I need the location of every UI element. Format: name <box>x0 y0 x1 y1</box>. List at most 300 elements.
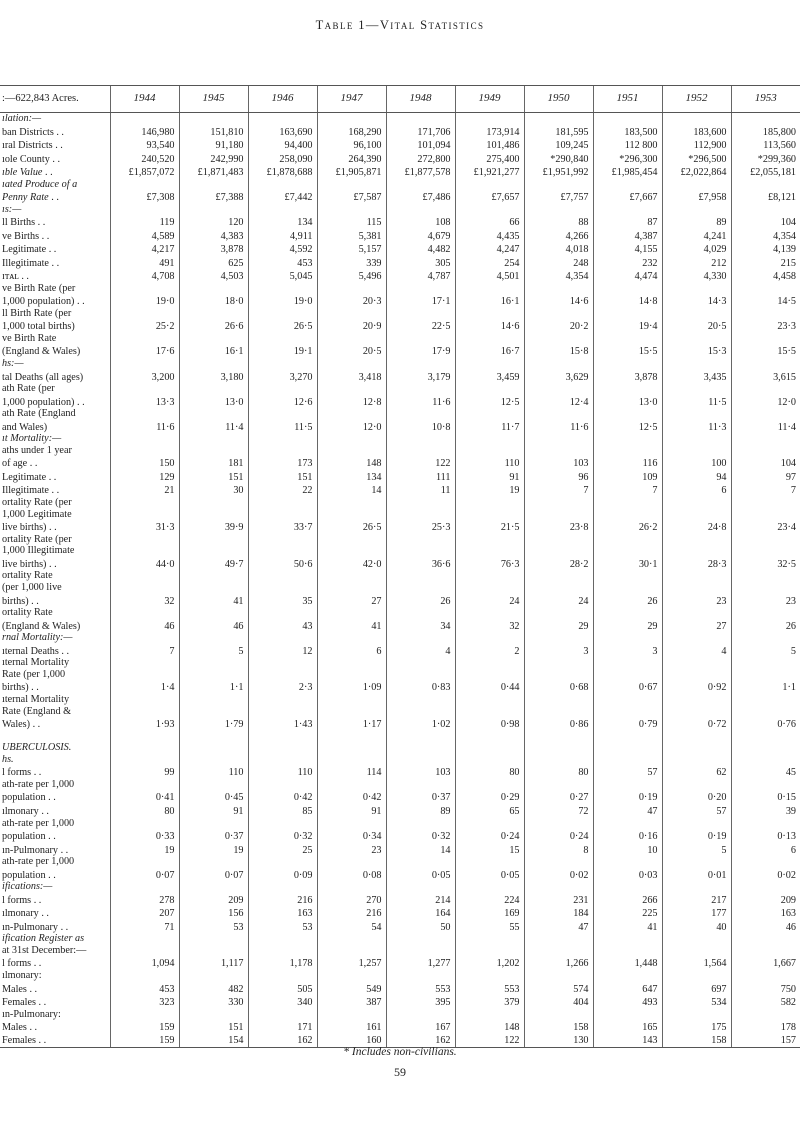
cell-value <box>110 445 179 457</box>
cell-value <box>455 113 524 125</box>
cell-value <box>731 705 800 717</box>
cell-value: 0·32 <box>386 829 455 843</box>
cell-value: 183,600 <box>662 124 731 138</box>
cell-value: 162 <box>386 1034 455 1048</box>
cell-value: 1,448 <box>593 956 662 970</box>
cell-value <box>386 742 455 754</box>
vital-statistics-table <box>0 85 800 1048</box>
cell-value: 109,245 <box>524 138 593 152</box>
cell-value <box>731 881 800 893</box>
cell-value <box>110 657 179 669</box>
cell-value <box>110 1008 179 1020</box>
cell-value: 32 <box>110 593 179 607</box>
row-label: 1,000 total births) <box>2 321 75 333</box>
row-label: Legitimate . . <box>2 471 57 483</box>
cell-value: 113,560 <box>731 138 800 152</box>
cell-value: 209 <box>731 893 800 907</box>
cell-value <box>317 607 386 619</box>
cell-value: 647 <box>593 981 662 995</box>
cell-value <box>662 779 731 791</box>
cell-value: £7,657 <box>455 190 524 204</box>
cell-value: 5,045 <box>248 269 317 283</box>
table-row <box>0 408 800 420</box>
cell-value <box>317 730 386 742</box>
cell-value: 258,090 <box>248 151 317 165</box>
cell-value <box>731 308 800 320</box>
cell-value: 4,354 <box>731 229 800 243</box>
cell-value <box>593 308 662 320</box>
cell-value <box>593 545 662 557</box>
cell-value: 26·5 <box>248 319 317 333</box>
cell-value <box>662 508 731 520</box>
cell-value: 27 <box>317 593 386 607</box>
cell-value: 0·02 <box>524 868 593 882</box>
cell-value <box>455 669 524 681</box>
cell-value <box>110 570 179 582</box>
cell-value <box>386 669 455 681</box>
row-label: l forms . . <box>2 767 42 779</box>
cell-value <box>179 669 248 681</box>
cell-value: 14·5 <box>731 294 800 308</box>
cell-value: 12·4 <box>524 395 593 409</box>
cell-value <box>524 534 593 546</box>
cell-value: 404 <box>524 995 593 1009</box>
cell-value <box>386 508 455 520</box>
table-row <box>0 842 800 856</box>
cell-value: 29 <box>593 619 662 633</box>
cell-value <box>248 333 317 345</box>
cell-value: 159 <box>110 1034 179 1048</box>
cell-value: 4,217 <box>110 242 179 256</box>
cell-value: 110 <box>455 456 524 470</box>
row-label: l forms . . <box>2 958 42 970</box>
cell-value <box>248 705 317 717</box>
table-row <box>0 730 800 742</box>
row-label: ɪᴛᴀʟ . . <box>2 271 29 283</box>
leader-dots: . . <box>38 908 49 920</box>
cell-value: 129 <box>110 470 179 484</box>
row-label: ıral Districts . . <box>2 140 63 151</box>
table-row <box>0 344 800 358</box>
cell-value <box>317 508 386 520</box>
cell-value: 171 <box>248 1020 317 1034</box>
cell-value: £1,985,454 <box>593 165 662 179</box>
cell-value: 1,564 <box>662 956 731 970</box>
cell-value: 119 <box>110 215 179 229</box>
cell-value <box>593 497 662 509</box>
leader-dots: . . <box>38 805 49 817</box>
cell-value: 85 <box>248 804 317 818</box>
cell-value: 91 <box>179 804 248 818</box>
cell-value: 80 <box>524 765 593 779</box>
row-label: ılmonary . . <box>2 908 49 920</box>
cell-value <box>317 881 386 893</box>
cell-value: 340 <box>248 995 317 1009</box>
cell-value: 3,878 <box>593 369 662 383</box>
leader-dots: . . <box>53 126 64 138</box>
row-label: ıternal Deaths . . <box>2 645 70 657</box>
cell-value <box>248 358 317 370</box>
cell-value: 0·42 <box>317 790 386 804</box>
cell-value <box>317 632 386 644</box>
table-row <box>0 294 800 308</box>
cell-value: 46 <box>179 619 248 633</box>
table-row <box>0 520 800 534</box>
table-row <box>0 534 800 546</box>
cell-value <box>593 945 662 957</box>
cell-value <box>524 945 593 957</box>
cell-value <box>179 657 248 669</box>
cell-value <box>524 204 593 216</box>
row-label: ortality Rate <box>2 607 53 619</box>
cell-value <box>524 408 593 420</box>
cell-value: 26 <box>386 593 455 607</box>
cell-value <box>317 817 386 829</box>
cell-value <box>317 657 386 669</box>
cell-value <box>662 582 731 594</box>
cell-value: 112 800 <box>593 138 662 152</box>
cell-value: 103 <box>524 456 593 470</box>
cell-value <box>317 308 386 320</box>
cell-value: 553 <box>386 981 455 995</box>
cell-value: 99 <box>110 765 179 779</box>
cell-value: 3,200 <box>110 369 179 383</box>
cell-value: 216 <box>317 906 386 920</box>
cell-value <box>662 408 731 420</box>
cell-value: 0·27 <box>524 790 593 804</box>
cell-value: 1·93 <box>110 717 179 731</box>
table-row <box>0 269 800 283</box>
cell-value: £1,871,483 <box>179 165 248 179</box>
cell-value <box>455 945 524 957</box>
cell-value: 87 <box>593 215 662 229</box>
cell-value: £7,757 <box>524 190 593 204</box>
cell-value <box>386 113 455 125</box>
cell-value: 214 <box>386 893 455 907</box>
cell-value <box>524 632 593 644</box>
cell-value <box>179 358 248 370</box>
cell-value: 50 <box>386 920 455 934</box>
cell-value <box>386 178 455 190</box>
row-label: ılmonary . . <box>2 805 49 817</box>
cell-value: 23 <box>317 842 386 856</box>
cell-value: 114 <box>317 765 386 779</box>
cell-value <box>731 694 800 706</box>
cell-value: 5,157 <box>317 242 386 256</box>
cell-value <box>317 497 386 509</box>
row-label: of age . . <box>2 458 38 470</box>
cell-value <box>110 534 179 546</box>
cell-value: 0·20 <box>662 790 731 804</box>
cell-value <box>386 933 455 945</box>
cell-value: 20·2 <box>524 319 593 333</box>
cell-value <box>386 1008 455 1020</box>
cell-value <box>110 204 179 216</box>
cell-value: 25·3 <box>386 520 455 534</box>
row-label: Females . . <box>2 997 47 1008</box>
leader-dots: . . <box>74 396 85 408</box>
cell-value <box>524 607 593 619</box>
cell-value <box>248 694 317 706</box>
cell-value <box>317 742 386 754</box>
cell-value <box>731 582 800 594</box>
cell-value: 4,383 <box>179 229 248 243</box>
cell-value: 100 <box>662 456 731 470</box>
cell-value <box>248 669 317 681</box>
cell-value: 17·1 <box>386 294 455 308</box>
row-label: ath Rate (England <box>2 408 76 420</box>
table-row <box>0 178 800 190</box>
cell-value: 54 <box>317 920 386 934</box>
cell-value <box>524 545 593 557</box>
table-row <box>0 445 800 457</box>
cell-value: 4,589 <box>110 229 179 243</box>
cell-value: 27 <box>662 619 731 633</box>
cell-value: 3,180 <box>179 369 248 383</box>
table-row <box>0 669 800 681</box>
cell-value: 15 <box>455 842 524 856</box>
leader-dots: . . <box>35 1035 47 1047</box>
cell-value: 14·8 <box>593 294 662 308</box>
cell-value <box>593 632 662 644</box>
cell-value: 0·86 <box>524 717 593 731</box>
table-body <box>0 113 800 1048</box>
cell-value: 0·15 <box>731 790 800 804</box>
cell-value <box>179 497 248 509</box>
cell-value: 13·0 <box>179 395 248 409</box>
cell-value <box>248 754 317 766</box>
cell-value: 164 <box>386 906 455 920</box>
leader-dots: . . <box>45 792 56 804</box>
cell-value: 96 <box>524 470 593 484</box>
table-row <box>0 508 800 520</box>
cell-value <box>248 178 317 190</box>
cell-value <box>110 358 179 370</box>
cell-value: 12 <box>248 644 317 658</box>
cell-value: 11·6 <box>524 420 593 434</box>
cell-value <box>110 582 179 594</box>
cell-value <box>455 178 524 190</box>
cell-value: 15·5 <box>593 344 662 358</box>
cell-value: 184 <box>524 906 593 920</box>
cell-value <box>110 856 179 868</box>
cell-value: 47 <box>524 920 593 934</box>
cell-value: 154 <box>179 1034 248 1048</box>
cell-value: 26 <box>731 619 800 633</box>
cell-value: 3,459 <box>455 369 524 383</box>
cell-value <box>110 779 179 791</box>
cell-value <box>662 497 731 509</box>
cell-value: 1·1 <box>731 680 800 694</box>
leader-dots: . . <box>26 983 38 995</box>
cell-value: £7,486 <box>386 190 455 204</box>
cell-value: 101,486 <box>455 138 524 152</box>
cell-value: 0·08 <box>317 868 386 882</box>
cell-value <box>110 333 179 345</box>
row-label: (per 1,000 live <box>2 582 62 593</box>
cell-value: 6 <box>731 842 800 856</box>
leader-dots: . . <box>42 167 53 178</box>
cell-value <box>593 445 662 457</box>
cell-value: 163 <box>731 906 800 920</box>
cell-value <box>731 358 800 370</box>
cell-value <box>731 408 800 420</box>
cell-value <box>386 856 455 868</box>
table-row <box>0 319 800 333</box>
cell-value <box>317 669 386 681</box>
cell-value <box>662 817 731 829</box>
cell-value <box>248 582 317 594</box>
table-row <box>0 151 800 165</box>
cell-value <box>731 570 800 582</box>
cell-value <box>593 283 662 295</box>
cell-value: 0·33 <box>110 829 179 843</box>
cell-value <box>248 730 317 742</box>
row-label: Rate (England & <box>2 705 72 717</box>
cell-value <box>524 113 593 125</box>
cell-value: 5 <box>731 644 800 658</box>
cell-value: 175 <box>662 1020 731 1034</box>
row-label: Penny Rate . . <box>2 192 59 204</box>
cell-value: 23 <box>731 593 800 607</box>
cell-value: £7,958 <box>662 190 731 204</box>
cell-value <box>110 113 179 125</box>
cell-value <box>455 383 524 395</box>
cell-value: 33·7 <box>248 520 317 534</box>
cell-value <box>593 534 662 546</box>
table-row <box>0 483 800 497</box>
cell-value <box>248 632 317 644</box>
cell-value: 1·4 <box>110 680 179 694</box>
header-row <box>0 86 800 113</box>
cell-value <box>593 742 662 754</box>
cell-value: 0·29 <box>455 790 524 804</box>
cell-value: 225 <box>593 906 662 920</box>
cell-value: 76·3 <box>455 557 524 571</box>
cell-value: 12·8 <box>317 395 386 409</box>
cell-value <box>455 856 524 868</box>
cell-value: 157 <box>731 1034 800 1048</box>
cell-value <box>524 333 593 345</box>
cell-value: 109 <box>593 470 662 484</box>
cell-value: 55 <box>455 920 524 934</box>
table-row <box>0 607 800 619</box>
cell-value <box>386 445 455 457</box>
cell-value <box>731 945 800 957</box>
row-label: ath-rate per 1,000 <box>2 817 75 829</box>
cell-value <box>179 694 248 706</box>
cell-value <box>593 570 662 582</box>
leader-dots: . . <box>58 844 69 856</box>
cell-value: 0·24 <box>455 829 524 843</box>
cell-value <box>731 545 800 557</box>
cell-value: *299,360 <box>731 151 800 165</box>
cell-value <box>524 730 593 742</box>
cell-value: 17·9 <box>386 344 455 358</box>
table-row <box>0 593 800 607</box>
leader-dots: . . <box>46 244 57 256</box>
cell-value <box>662 113 731 125</box>
cell-value <box>386 534 455 546</box>
table-row <box>0 204 800 216</box>
cell-value: 4,029 <box>662 242 731 256</box>
table-row <box>0 229 800 243</box>
cell-value <box>110 970 179 982</box>
cell-value: 25 <box>248 842 317 856</box>
cell-value: 4,266 <box>524 229 593 243</box>
cell-value: £1,921,277 <box>455 165 524 179</box>
row-label: Rate (per 1,000 <box>2 668 66 680</box>
cell-value: 3,878 <box>179 242 248 256</box>
cell-value: 161 <box>317 1020 386 1034</box>
cell-value: 549 <box>317 981 386 995</box>
cell-value: 3,179 <box>386 369 455 383</box>
cell-value: 453 <box>110 981 179 995</box>
cell-value: 275,400 <box>455 151 524 165</box>
cell-value: 482 <box>179 981 248 995</box>
cell-value <box>317 705 386 717</box>
cell-value: 103 <box>386 765 455 779</box>
cell-value: 19 <box>179 842 248 856</box>
cell-value <box>455 881 524 893</box>
cell-value: 148 <box>455 1020 524 1034</box>
cell-value <box>248 742 317 754</box>
cell-value: *296,300 <box>593 151 662 165</box>
leader-dots: . . <box>48 192 59 204</box>
table-row <box>0 694 800 706</box>
cell-value <box>179 970 248 982</box>
cell-value <box>179 383 248 395</box>
cell-value: 15·8 <box>524 344 593 358</box>
cell-value: 65 <box>455 804 524 818</box>
cell-value <box>386 694 455 706</box>
table-row <box>0 632 800 644</box>
year-header: 1948 <box>386 86 455 113</box>
cell-value: 4,708 <box>110 269 179 283</box>
cell-value <box>455 817 524 829</box>
table-title: Table 1—Vital Statistics <box>315 18 485 32</box>
cell-value <box>317 570 386 582</box>
cell-value <box>593 856 662 868</box>
cell-value <box>110 607 179 619</box>
cell-value: 4,911 <box>248 229 317 243</box>
cell-value <box>524 856 593 868</box>
leader-dots: . . <box>28 595 39 607</box>
cell-value: 71 <box>110 920 179 934</box>
cell-value: 0·98 <box>455 717 524 731</box>
cell-value: 266 <box>593 893 662 907</box>
cell-value: 3,270 <box>248 369 317 383</box>
cell-value <box>386 383 455 395</box>
cell-value: 167 <box>386 1020 455 1034</box>
table-row <box>0 165 800 179</box>
row-label: ın-Pulmonary: <box>2 1008 61 1020</box>
cell-value <box>455 358 524 370</box>
cell-value: 158 <box>662 1034 731 1048</box>
year-header: 1945 <box>179 86 248 113</box>
cell-value: 0·19 <box>593 790 662 804</box>
cell-value: 0·41 <box>110 790 179 804</box>
cell-value <box>386 283 455 295</box>
leader-dots: . . <box>31 958 42 970</box>
cell-value <box>248 204 317 216</box>
cell-value: 1·17 <box>317 717 386 731</box>
cell-value: 159 <box>110 1020 179 1034</box>
cell-value: 151,810 <box>179 124 248 138</box>
cell-value <box>662 545 731 557</box>
cell-value <box>524 358 593 370</box>
cell-value: 0·07 <box>179 868 248 882</box>
